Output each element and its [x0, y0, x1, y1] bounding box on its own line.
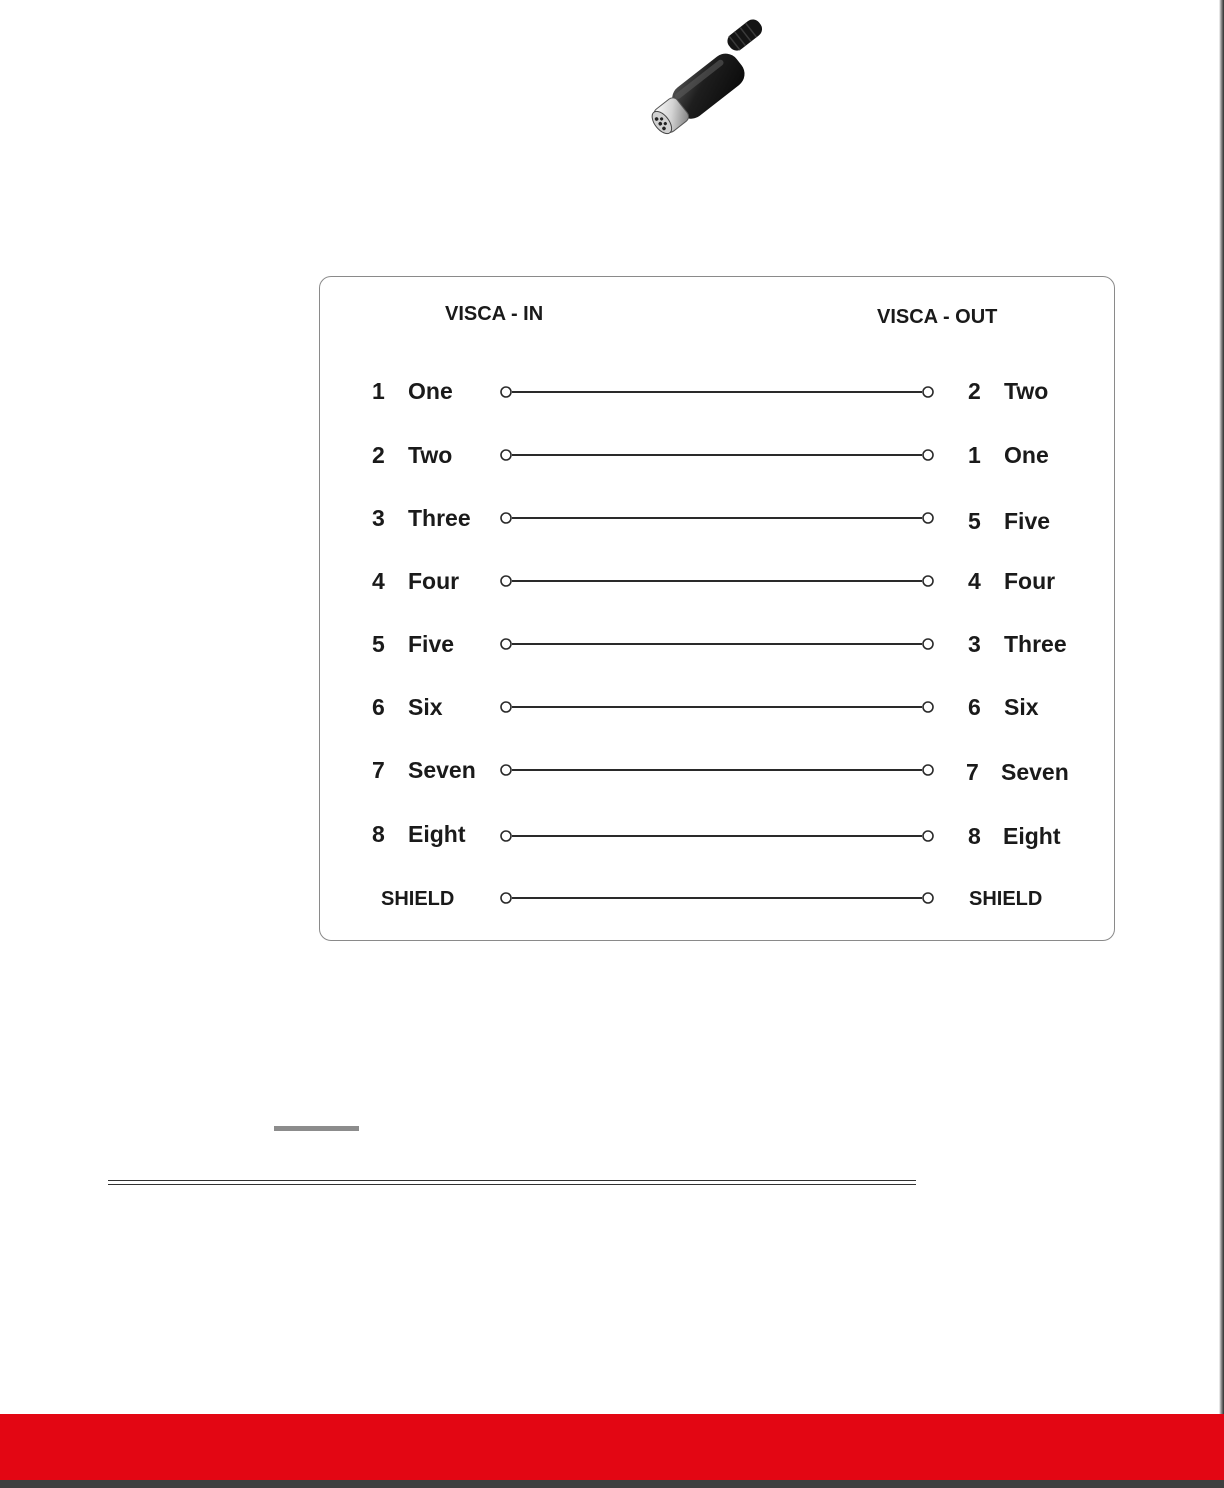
out-pin-name: Four [1004, 568, 1056, 594]
out-terminal [923, 765, 933, 775]
in-pin-name: Three [408, 505, 471, 531]
in-pin-name: Eight [408, 821, 466, 847]
out-pin-number: 3 [968, 631, 981, 657]
in-pin-number: 8 [372, 821, 385, 847]
out-terminal [923, 702, 933, 712]
out-terminal [923, 576, 933, 586]
out-pin-number: 8 [968, 823, 981, 849]
out-terminal [923, 831, 933, 841]
decorative-grey-bar [274, 1126, 359, 1131]
out-pin-number: 6 [968, 694, 981, 720]
in-pin-name: Two [408, 442, 453, 468]
in-terminal [501, 576, 511, 586]
in-terminal [501, 765, 511, 775]
in-pin-name: Four [408, 568, 460, 594]
visca-out-heading: VISCA - OUT [877, 306, 998, 328]
out-terminal [923, 387, 933, 397]
out-pin-name: Five [1004, 508, 1051, 534]
in-pin-number: 2 [372, 442, 385, 468]
visca-in-heading: VISCA - IN [445, 303, 544, 325]
in-pin-name: Six [408, 694, 443, 720]
in-terminal [501, 702, 511, 712]
in-terminal [501, 831, 511, 841]
double-rule-divider [108, 1180, 916, 1185]
in-pin-name: Five [408, 631, 455, 657]
out-pin-number: 4 [968, 568, 981, 594]
out-terminal [923, 513, 933, 523]
in-terminal [501, 639, 511, 649]
out-pin-name: Seven [1001, 759, 1069, 785]
in-pin-number: 1 [372, 378, 385, 404]
footer-red-band [0, 1414, 1224, 1480]
out-pin-number: 1 [968, 442, 981, 468]
in-pin-name: One [408, 378, 453, 404]
out-pin-number: 7 [966, 759, 979, 785]
in-pin-number: 4 [372, 568, 385, 594]
out-pin-name: Six [1004, 694, 1039, 720]
out-pin-number: 2 [968, 378, 981, 404]
out-terminal [923, 893, 933, 903]
out-pin-number: 5 [968, 508, 981, 534]
footer-dark-band [0, 1480, 1224, 1488]
in-pin-number: 6 [372, 694, 385, 720]
in-pin-name: Seven [408, 757, 476, 783]
in-terminal [501, 513, 511, 523]
shield-in-label: SHIELD [381, 888, 455, 910]
shield-out-label: SHIELD [969, 888, 1043, 910]
in-pin-number: 7 [372, 757, 385, 783]
in-pin-number: 3 [372, 505, 385, 531]
out-pin-name: One [1004, 442, 1049, 468]
in-terminal [501, 387, 511, 397]
in-terminal [501, 893, 511, 903]
out-terminal [923, 639, 933, 649]
out-pin-name: Two [1004, 378, 1049, 404]
out-terminal [923, 450, 933, 460]
out-pin-name: Three [1004, 631, 1067, 657]
in-terminal [501, 450, 511, 460]
in-pin-number: 5 [372, 631, 385, 657]
out-pin-name: Eight [1003, 823, 1061, 849]
